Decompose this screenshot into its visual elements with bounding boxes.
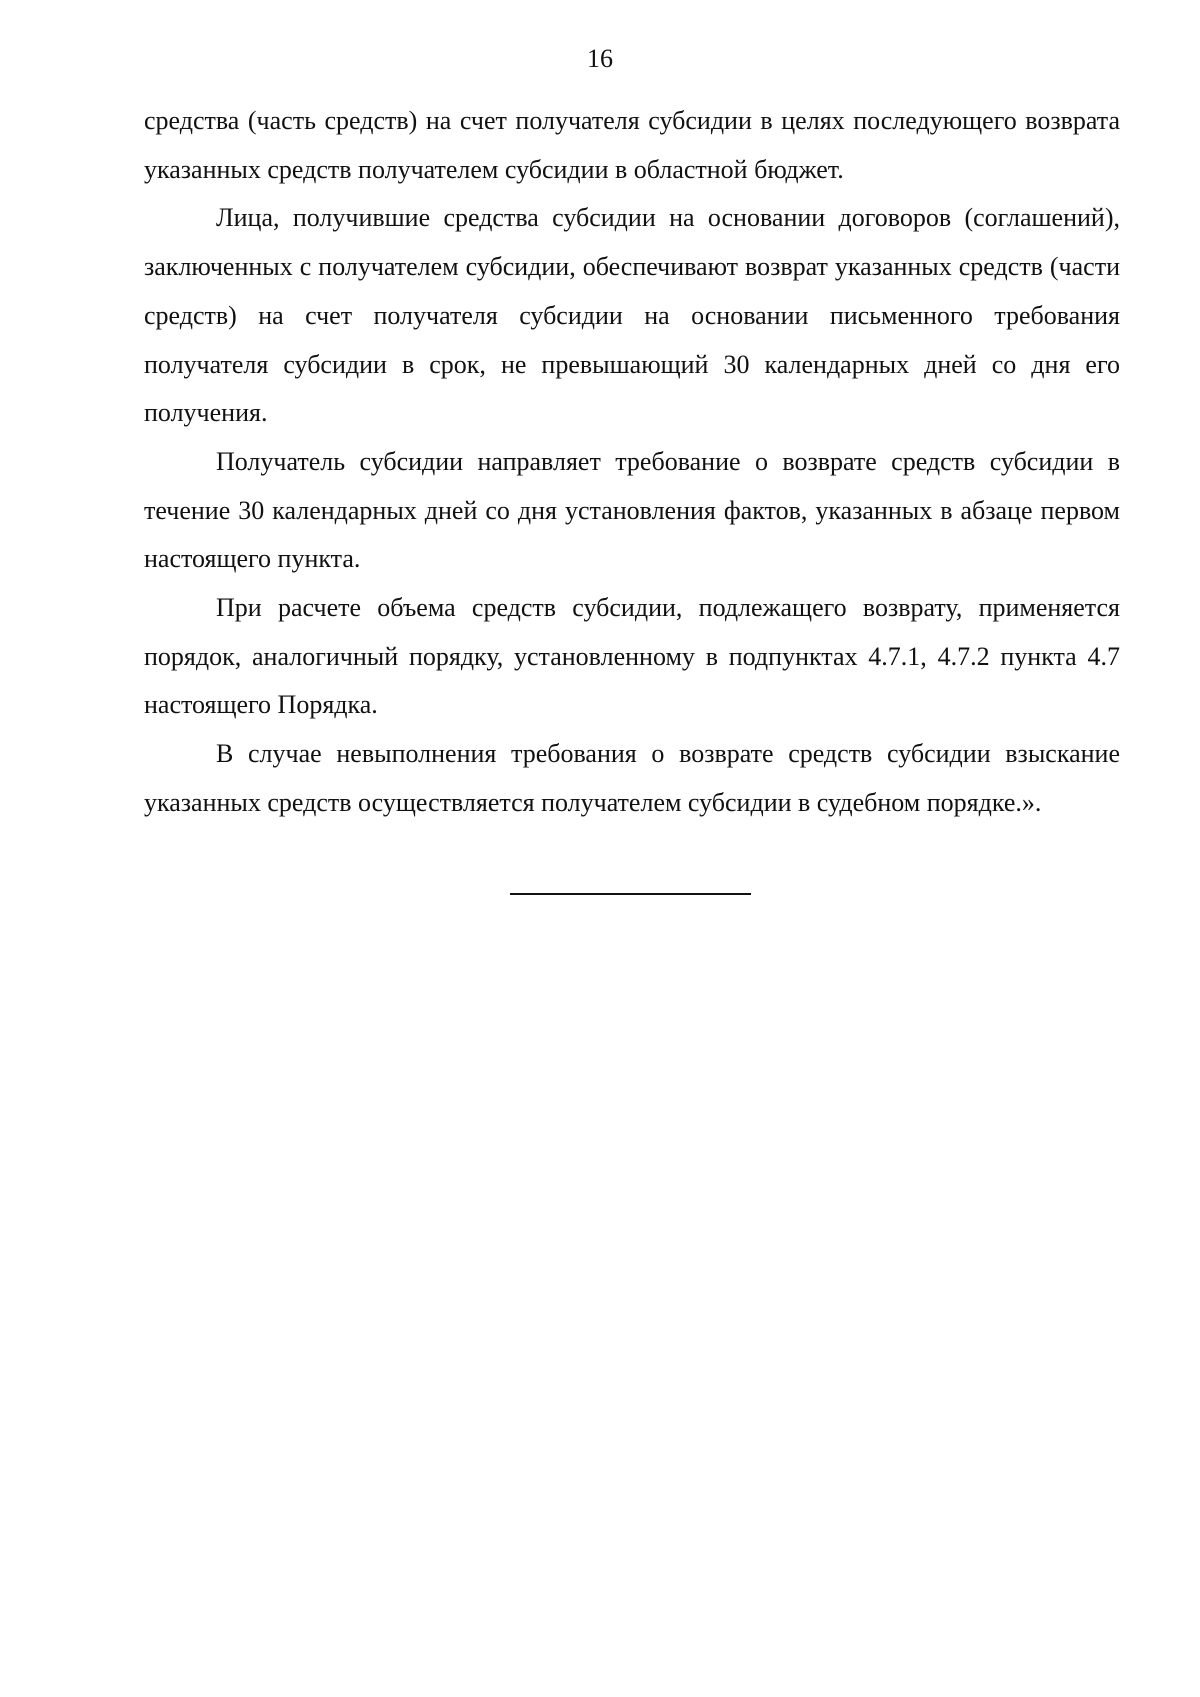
paragraph-court-recovery: В случае невыполнения требования о возврате средств субсидии взыскание указанных средств осуществляется получателем субсидии в судебном порядке.». [144,739,1120,817]
paragraph-return-request: Получатель субсидии направляет требование о возврате средств субсидии в течение 30 календарных дней со дня установления фактов, указанных в абзаце первом настоящего пункта. [144,446,1120,574]
paragraph-calculation: При расчете объема средств субсидии, подлежащего возврату, применяется порядок, аналогичный порядку, установленному в подпунктах 4.7.1, 4.7.2 пункта 4.7 настоящего Порядка. [144,593,1120,720]
closing-divider-line [510,893,751,895]
page-number: 16 [587,44,613,73]
paragraph-recipients-return: Лица, получившие средства субсидии на основании договоров (соглашений), заключенных с получателем субсидии, обеспечивают возврат указанных средств (части средств) на счет получателя субсидии на основании письменного требования получателя субсидии в срок, не превышающий 30 календарных дней со дня его получения. [144,203,1120,428]
document-body [144,97,1120,828]
paragraph-continuation: средства (часть средств) на счет получателя субсидии в целях последующего возврата указанных средств получателем субсидии в областной бюджет. [144,106,1120,184]
